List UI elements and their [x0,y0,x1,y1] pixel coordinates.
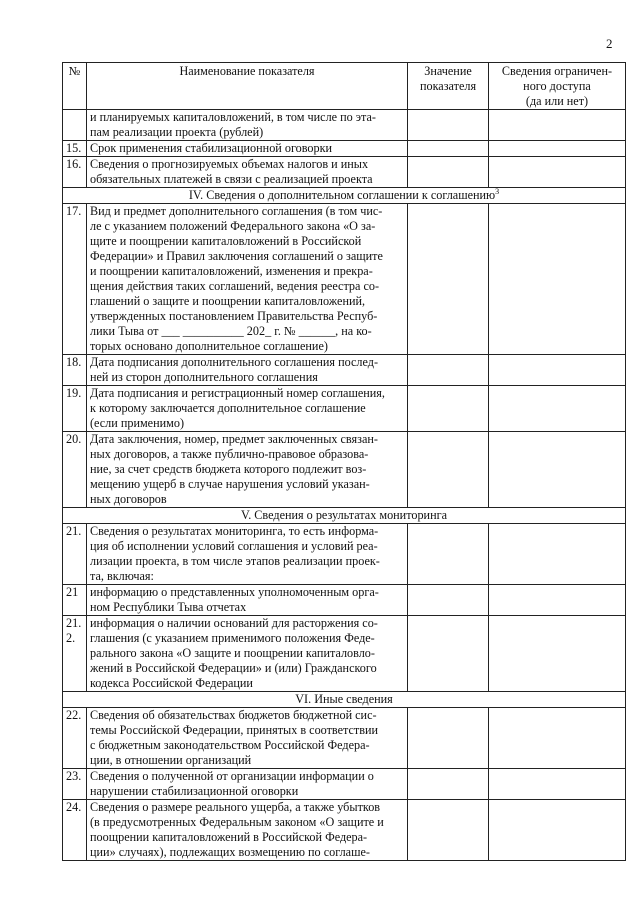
row-number: 17. [63,204,87,355]
row-indicator-name: информация о наличии оснований для расторжения со- глашения (с указанием применимого положения Феде- рального закона «О защите и поощрении капиталовло- жений в Российской Федерации» и (или) Гражданского кодекса Российской Федерации [87,616,408,692]
table-row [63,708,626,769]
table-row [63,800,626,861]
row-value-cell[interactable] [408,355,489,386]
footnote-marker: 3 [495,187,500,196]
table-row [63,204,626,355]
row-indicator-name: Сведения об обязательствах бюджетов бюджетной сис- темы Российской Федерации, принятых в соответствии с бюджетным законодательством Российской Федера- ции, в отношении организаций [87,708,408,769]
row-restricted-cell[interactable] [489,616,626,692]
row-restricted-cell[interactable] [489,157,626,188]
table-body [63,110,626,861]
row-restricted-cell[interactable] [489,386,626,432]
row-indicator-name: Вид и предмет дополнительного соглашения (в том чис- ле с указанием положений Федерального закона «О за- щите и поощрении капиталовложений в Российской Федерации» и Правил заключения соглашений о защите и поощрении капиталовложений, изменения и прекра- щения действия таких соглашений, ведения реестра со- глашений о защите и поощрении капиталовложений, утвержденных постановлением Правительства Респуб- лики Тыва от ___ __________ 202_ г. № ______, на ко- торых основано дополнительное соглашение) [87,204,408,355]
row-restricted-cell[interactable] [489,141,626,157]
row-value-cell[interactable] [408,386,489,432]
row-indicator-name: Сведения о прогнозируемых объемах налогов и иных обязательных платежей в связи с реализацией проекта [87,157,408,188]
table-row [63,524,626,585]
table-row [63,585,626,616]
row-restricted-cell[interactable] [489,110,626,141]
row-value-cell[interactable] [408,616,489,692]
row-number: 18. [63,355,87,386]
row-indicator-name: Срок применения стабилизационной оговорки [87,141,408,157]
row-value-cell[interactable] [408,157,489,188]
row-value-cell[interactable] [408,708,489,769]
row-number: 20. [63,432,87,508]
row-value-cell[interactable] [408,204,489,355]
row-value-cell[interactable] [408,800,489,861]
table-row [63,432,626,508]
section-title: VI. Иные сведения [63,692,626,708]
row-restricted-cell[interactable] [489,800,626,861]
row-number [63,110,87,141]
row-number: 22. [63,708,87,769]
row-indicator-name: Сведения о результатах мониторинга, то есть информа- ция об исполнении условий соглашения и условий реа- лизации проекта, в том числе этапов реализации проек- та, включая: [87,524,408,585]
row-restricted-cell[interactable] [489,708,626,769]
row-restricted-cell[interactable] [489,769,626,800]
table-row [63,157,626,188]
indicators-table [62,62,626,861]
section-title: IV. Сведения о дополнительном соглашении к соглашению$^3$ [63,188,626,204]
row-indicator-name: и планируемых капиталовложений, в том числе по эта- пам реализации проекта (рублей) [87,110,408,141]
row-restricted-cell[interactable] [489,355,626,386]
row-number: 23. [63,769,87,800]
table-row [63,141,626,157]
header-name: Наименование показателя [87,63,408,110]
row-value-cell[interactable] [408,769,489,800]
header-value: Значение показателя [408,63,489,110]
page-number: 2 [606,36,613,51]
row-indicator-name: Дата подписания и регистрационный номер соглашения, к которому заключается дополнительное соглашение (если применимо) [87,386,408,432]
row-number: 21 [63,585,87,616]
table-row [63,110,626,141]
row-value-cell[interactable] [408,110,489,141]
section-row [63,188,626,204]
table-row [63,386,626,432]
row-indicator-name: Дата подписания дополнительного соглашения послед- ней из сторон дополнительного соглашения [87,355,408,386]
section-row [63,508,626,524]
header-num: № [63,63,87,110]
row-number: 19. [63,386,87,432]
row-restricted-cell[interactable] [489,432,626,508]
row-indicator-name: Дата заключения, номер, предмет заключенных связан- ных договоров, а также публично-правовое образова- ние, за счет средств бюджета которого подлежит воз- мещению ущерб в случае нарушения условий указан- ных договоров [87,432,408,508]
row-indicator-name: Сведения о размере реального ущерба, а также убытков (в предусмотренных Федеральным законом «О защите и поощрении капиталовложений в Российской Федера- ции» случаях), подлежащих возмещению по соглаше- [87,800,408,861]
row-number: 24. [63,800,87,861]
row-value-cell[interactable] [408,141,489,157]
row-number: 21. 2. [63,616,87,692]
row-indicator-name: информацию о представленных уполномоченным орга- ном Республики Тыва отчетах [87,585,408,616]
row-number: 16. [63,157,87,188]
row-value-cell[interactable] [408,524,489,585]
table-row [63,769,626,800]
header-restricted: Сведения ограничен- ного доступа (да или нет) [489,63,626,110]
table-row [63,355,626,386]
section-title: V. Сведения о результатах мониторинга [63,508,626,524]
row-restricted-cell[interactable] [489,585,626,616]
row-value-cell[interactable] [408,432,489,508]
section-row [63,692,626,708]
row-value-cell[interactable] [408,585,489,616]
table-row [63,616,626,692]
row-indicator-name: Сведения о полученной от организации информации о нарушении стабилизационной оговорки [87,769,408,800]
row-restricted-cell[interactable] [489,204,626,355]
row-number: 15. [63,141,87,157]
table-header-row [63,63,626,110]
row-restricted-cell[interactable] [489,524,626,585]
row-number: 21. [63,524,87,585]
